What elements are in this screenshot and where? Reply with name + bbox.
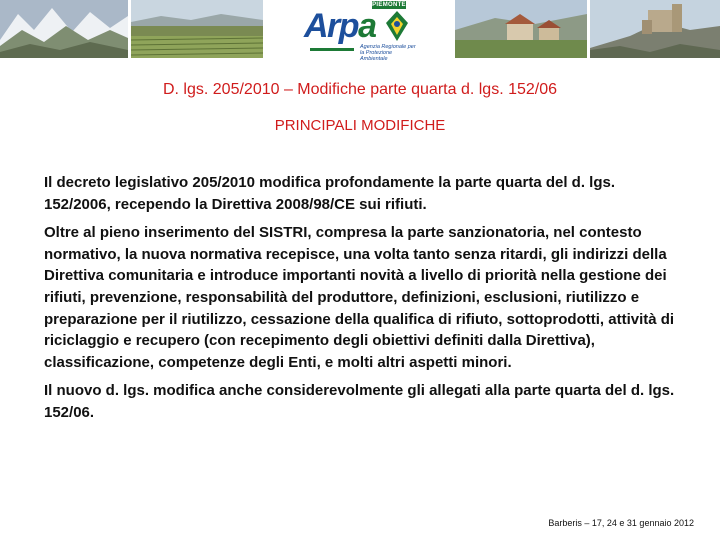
arpa-logo xyxy=(298,0,426,60)
page-title: D. lgs. 205/2010 – Modifiche parte quarta d. lgs. 152/06 xyxy=(162,81,558,98)
footer-credit: Barberis – 17, 24 e 31 gennaio 2012 xyxy=(548,518,694,528)
header-banner xyxy=(0,0,720,60)
logo-underline xyxy=(310,48,354,51)
countryside-photo xyxy=(131,0,263,58)
section-subtitle: PRINCIPALI MODIFICHE xyxy=(274,117,446,134)
village-photo xyxy=(455,0,587,58)
logo-region-label: PIEMONTE xyxy=(372,2,406,8)
paragraph-main: Oltre al pieno inserimento del SISTRI, compresa la parte sanzionatoria, nel contesto normativo, la nuova normativa recepisce, una volta tanto senza ritardi, gli indirizzi della Direttiva comunitaria e introduce importanti novità a livello di priorità nella gestione dei rifiuti, prevenzione, responsabilità del produttore, definizioni, esclusioni, riutilizzo e preparazione per il riutilizzo, cessazione della qualifica di rifiuto, sottoprodotti, attività di riciclaggio e recupero (con recepimento degli obiettivi definiti dalla Direttiva), classificazione, competenze degli Enti, e molti altri aspetti minori. xyxy=(44,224,675,371)
mountain-photo xyxy=(0,0,128,58)
abbey-photo xyxy=(590,0,720,58)
paragraph-annexes: Il nuovo d. lgs. modifica anche considerevolmente gli allegati alla parte quarta del d. lgs. 152/06. xyxy=(44,382,675,421)
body-text xyxy=(44,172,684,431)
logo-wordmark: Arpa xyxy=(304,7,376,45)
logo-tagline: Agenzia Regionale per la Protezione Ambientale xyxy=(360,44,416,60)
logo-emblem-icon xyxy=(384,9,410,43)
paragraph-intro: Il decreto legislativo 205/2010 modifica profondamente la parte quarta del d. lgs. 152/2006, recependo la Direttiva 2008/98/CE sui rifiuti. xyxy=(44,174,616,213)
